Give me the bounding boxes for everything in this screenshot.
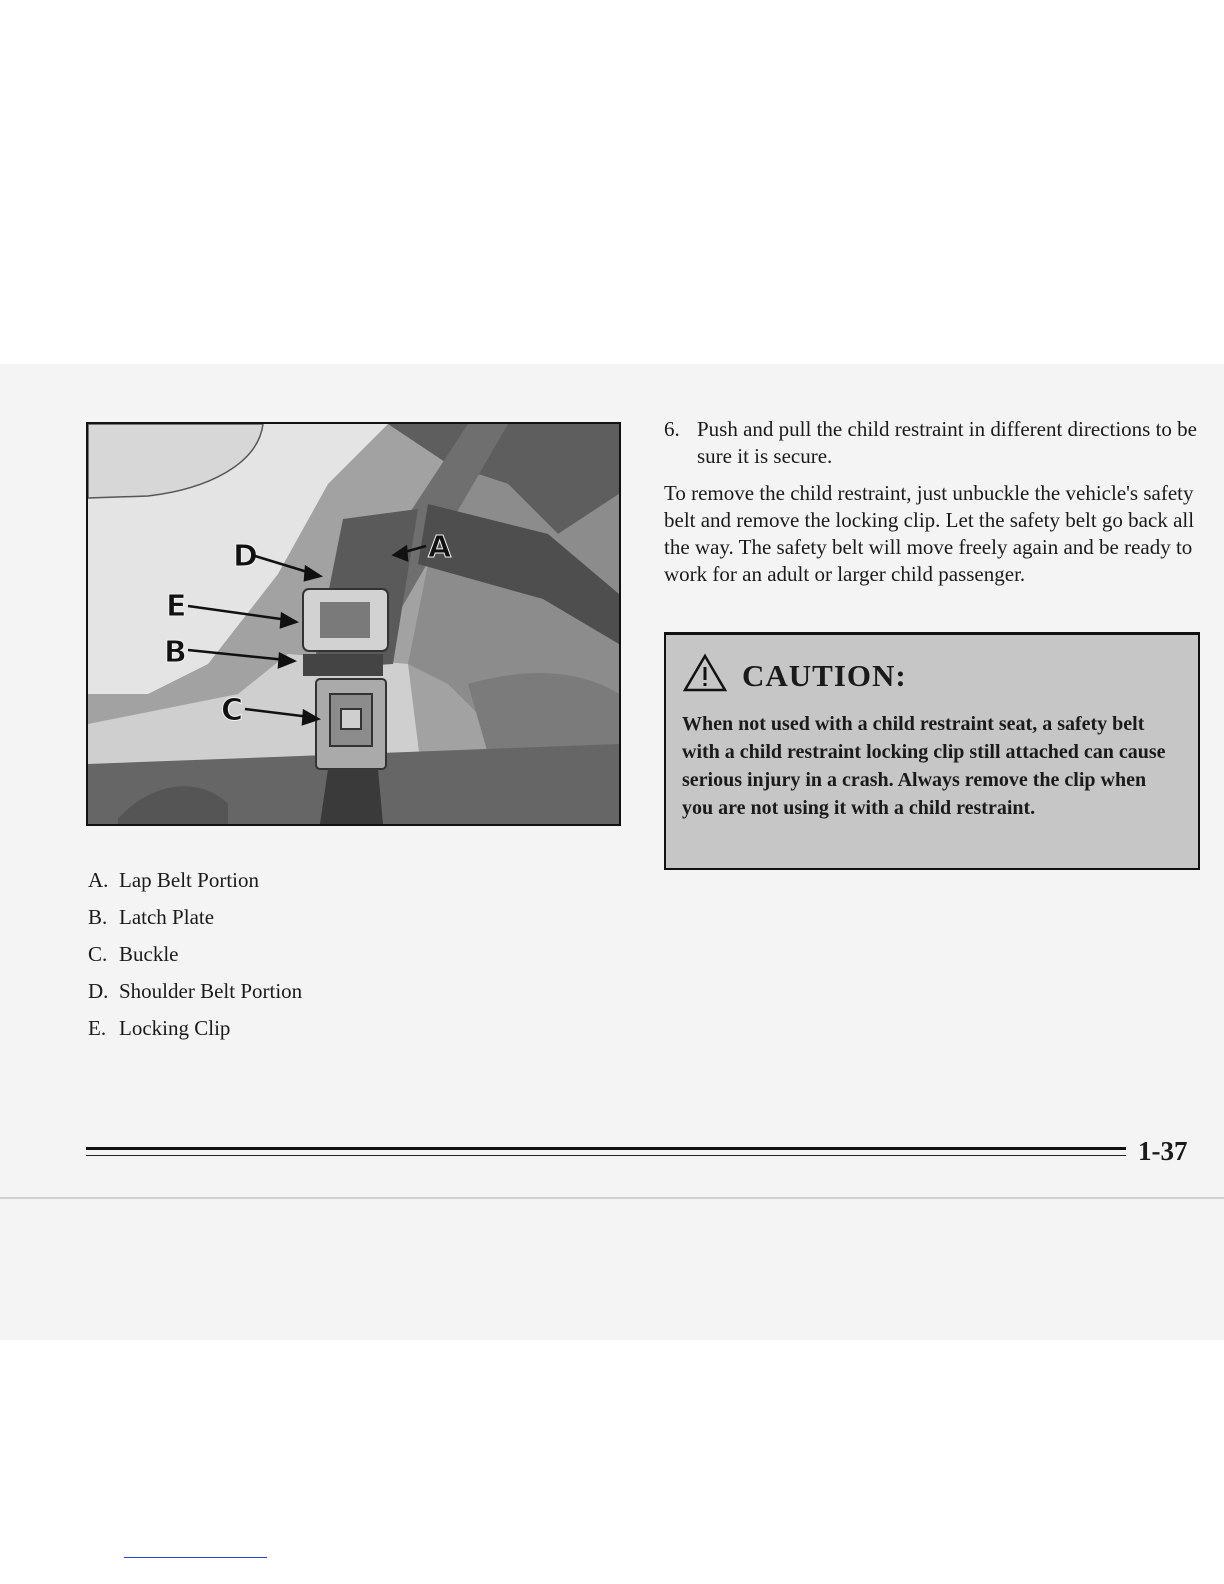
step-number: 6. — [664, 417, 680, 441]
legend-label: Shoulder Belt Portion — [119, 979, 303, 1003]
legend-key: C. — [88, 942, 108, 966]
seat-belt-photo — [88, 424, 619, 824]
callout-b: B — [164, 635, 187, 670]
legend-item — [88, 899, 302, 936]
legend-label: Latch Plate — [119, 905, 215, 929]
legend-item — [88, 936, 302, 973]
legend-label: Lap Belt Portion — [119, 868, 259, 892]
step-6 — [664, 416, 1212, 470]
caution-header — [682, 653, 1180, 698]
legend-label: Buckle — [119, 942, 179, 966]
legend-item — [88, 862, 302, 899]
instruction-steps — [664, 416, 1212, 470]
footer-rule — [86, 1147, 1126, 1150]
callout-d: D — [233, 539, 258, 574]
page-number: 1-37 — [1138, 1136, 1188, 1166]
callout-a: A — [428, 530, 452, 565]
figure-legend — [88, 862, 302, 1047]
removal-paragraph: To remove the child restraint, just unbuckle the vehicle's safety belt and remove the locking clip. Let the safety belt go back all the way. The safety belt will move freely again and be ready to work for an adult or larger child passenger. — [664, 481, 1195, 586]
seat-belt-illustration — [86, 422, 621, 826]
legend-key: B. — [88, 905, 108, 929]
legend-item — [88, 1010, 302, 1047]
caution-text: When not used with a child restraint seat, a safety belt with a child restraint locking clip still attached can cause serious injury in a crash. Always remove the clip when you are not using it with a child restraint. — [682, 713, 1166, 819]
legend-key: A. — [88, 868, 109, 892]
callout-e: E — [166, 589, 187, 624]
footnote-mark — [124, 1557, 267, 1558]
caution-title: CAUTION: — [742, 657, 907, 693]
page-edge-line — [0, 1197, 1224, 1199]
step-text: Push and pull the child restraint in different directions to be sure it is secure. — [697, 417, 1198, 468]
legend-key: E. — [88, 1016, 107, 1040]
warning-triangle-icon — [682, 653, 742, 698]
legend-label: Locking Clip — [119, 1016, 231, 1040]
legend-item — [88, 973, 302, 1010]
footer-rule-thin — [86, 1155, 1126, 1156]
callout-c: C — [221, 693, 244, 728]
legend-key: D. — [88, 979, 109, 1003]
caution-box — [664, 632, 1200, 870]
